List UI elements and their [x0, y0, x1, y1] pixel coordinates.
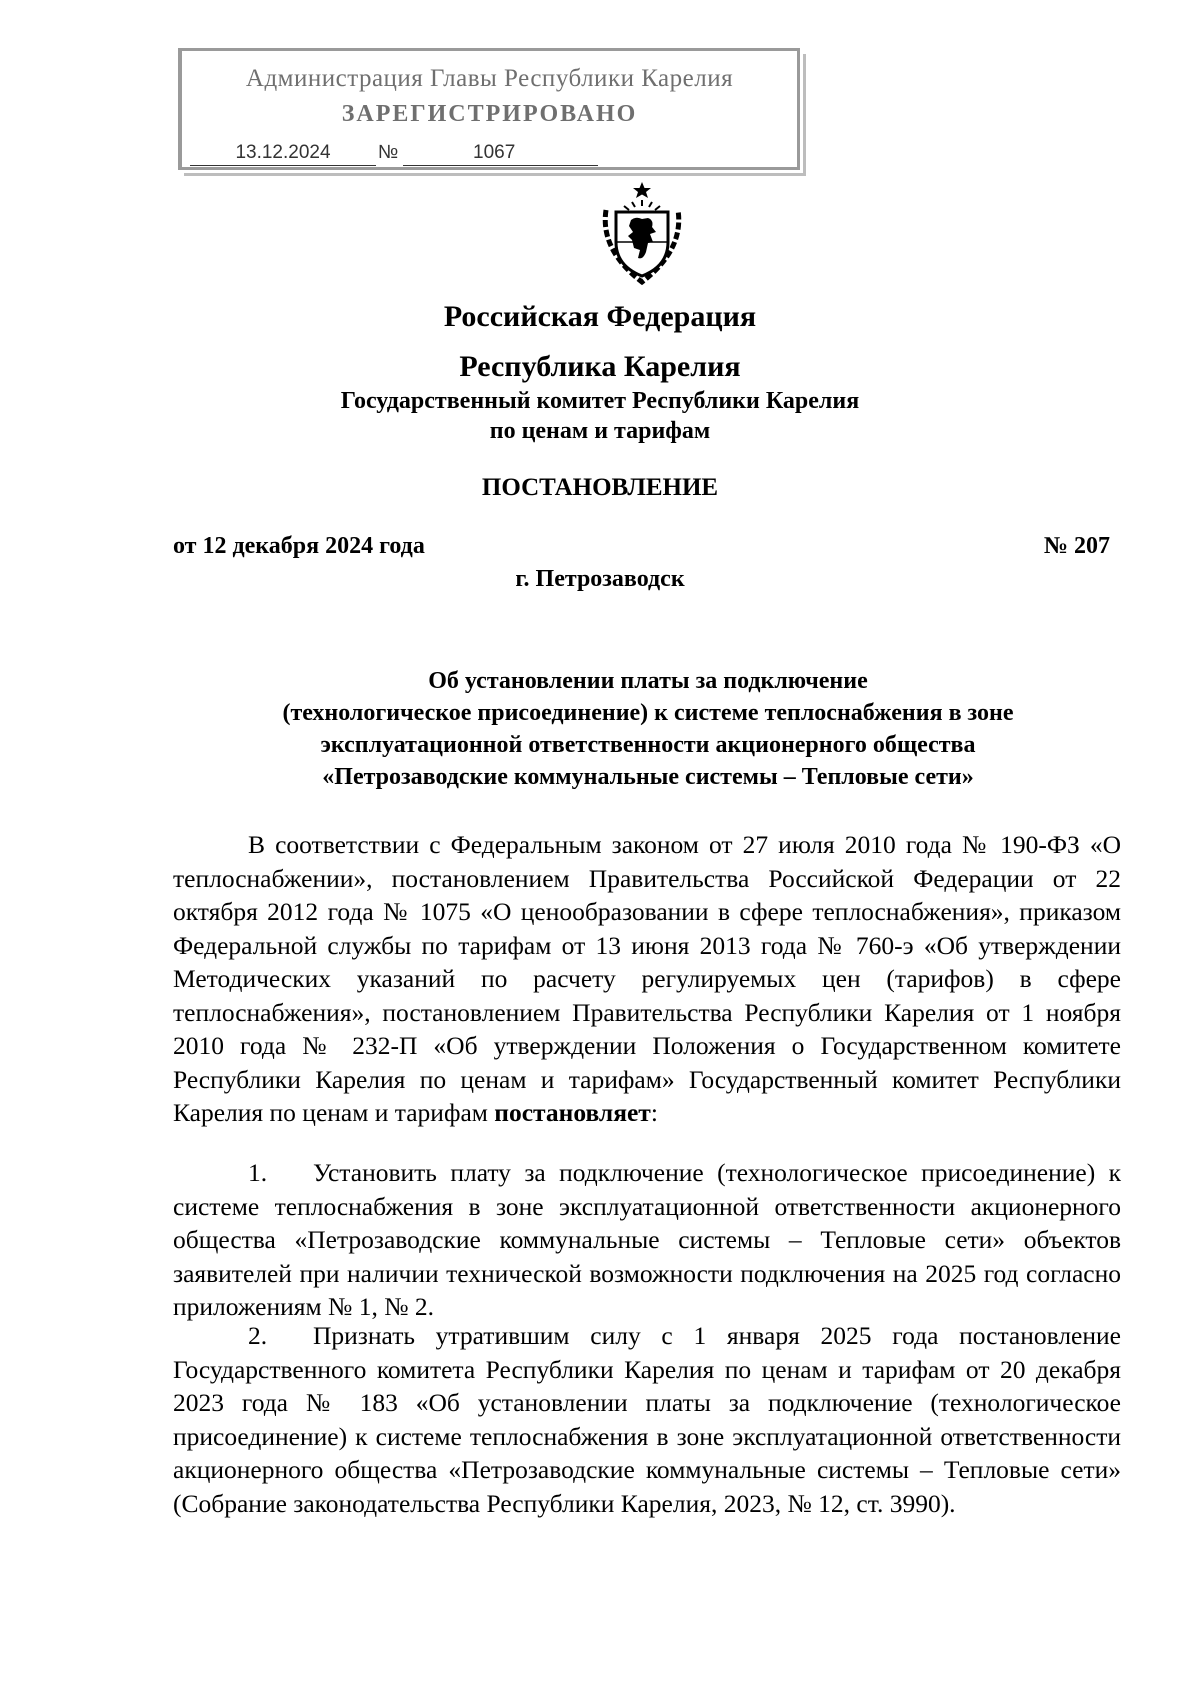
subject-line: Об установлении платы за подключение: [428, 668, 868, 694]
karelia-coat-of-arms-icon: [596, 180, 688, 286]
item-number: 2.: [248, 1321, 268, 1350]
resolution-item: [173, 1156, 1121, 1324]
preamble-paragraph: [173, 828, 1121, 1130]
stamp-registration-line: [190, 142, 600, 172]
item-text: Установить плату за подключение (технологическое присоединение) к системе теплоснабжения в зоне эксплуатационной ответственности акционерного общества «Петрозаводские коммунальные системы – Тепловые сети» объектов заявителей при наличии технической возможности подключения на 2025 год согласно приложениям № 1, № 2.: [173, 1158, 1121, 1321]
document-type-title: ПОСТАНОВЛЕНИЕ: [481, 474, 719, 501]
subject-line: эксплуатационной ответственности акционерного общества: [320, 732, 976, 758]
stamp-organization: Администрация Главы Республики Карелия: [245, 65, 734, 92]
committee-heading-line2: по ценам и тарифам: [489, 418, 711, 444]
subject-line: «Петрозаводские коммунальные системы – Тепловые сети»: [322, 764, 974, 790]
stamp-number: 1067: [403, 142, 598, 166]
resolves-word: постановляет: [494, 1098, 651, 1127]
resolves-colon: :: [650, 1098, 658, 1127]
stamp-status: ЗАРЕГИСТРИРОВАНО: [341, 101, 638, 127]
subject-line: (технологическое присоединение) к системе теплоснабжения в зоне: [282, 700, 1014, 726]
stamp-date: 13.12.2024: [190, 142, 376, 166]
federation-heading: Российская Федерация: [443, 300, 757, 333]
resolution-item: [173, 1319, 1121, 1520]
document-date: от 12 декабря 2024 года: [173, 533, 425, 559]
document-city: г. Петрозаводск: [515, 566, 685, 592]
document-number: № 207: [1043, 533, 1110, 559]
republic-heading: Республика Карелия: [459, 350, 741, 383]
item-text: Признать утратившим силу с 1 января 2025 года постановление Государственного комитета Республики Карелия по ценам и тарифам от 20 декабря 2023 года № 183 «Об установлении платы за подключение (технологическое присоединение) к системе теплоснабжения в зоне эксплуатационной ответственности акционерного общества «Петрозаводские коммунальные системы – Тепловые сети» (Собрание законодательства Республики Карелия, 2023, № 12, ст. 3990).: [173, 1321, 1121, 1518]
document-subject: [173, 665, 1123, 793]
item-number: 1.: [248, 1158, 268, 1187]
committee-heading-line1: Государственный комитет Республики Карелия: [340, 388, 860, 414]
preamble-text: В соответствии с Федеральным законом от 27 июля 2010 года № 190-ФЗ «О теплоснабжении», постановлением Правительства Российской Федерации от 22 октября 2012 года № 1075 «О ценообразовании в сфере теплоснабжения», приказом Федеральной службы по тарифам от 13 июня 2013 года № 760-э «Об утверждении Методических указаний по расчету регулируемых цен (тарифов) в сфере теплоснабжения», постановлением Правительства Республики Карелия от 1 ноября 2010 года № 232-П «Об утверждении Положения о Государственном комитете Республики Карелия по ценам и тарифам» Государственный комитет Республики Карелия по ценам и тарифам: [173, 830, 1121, 1127]
stamp-number-label: №: [378, 142, 399, 163]
